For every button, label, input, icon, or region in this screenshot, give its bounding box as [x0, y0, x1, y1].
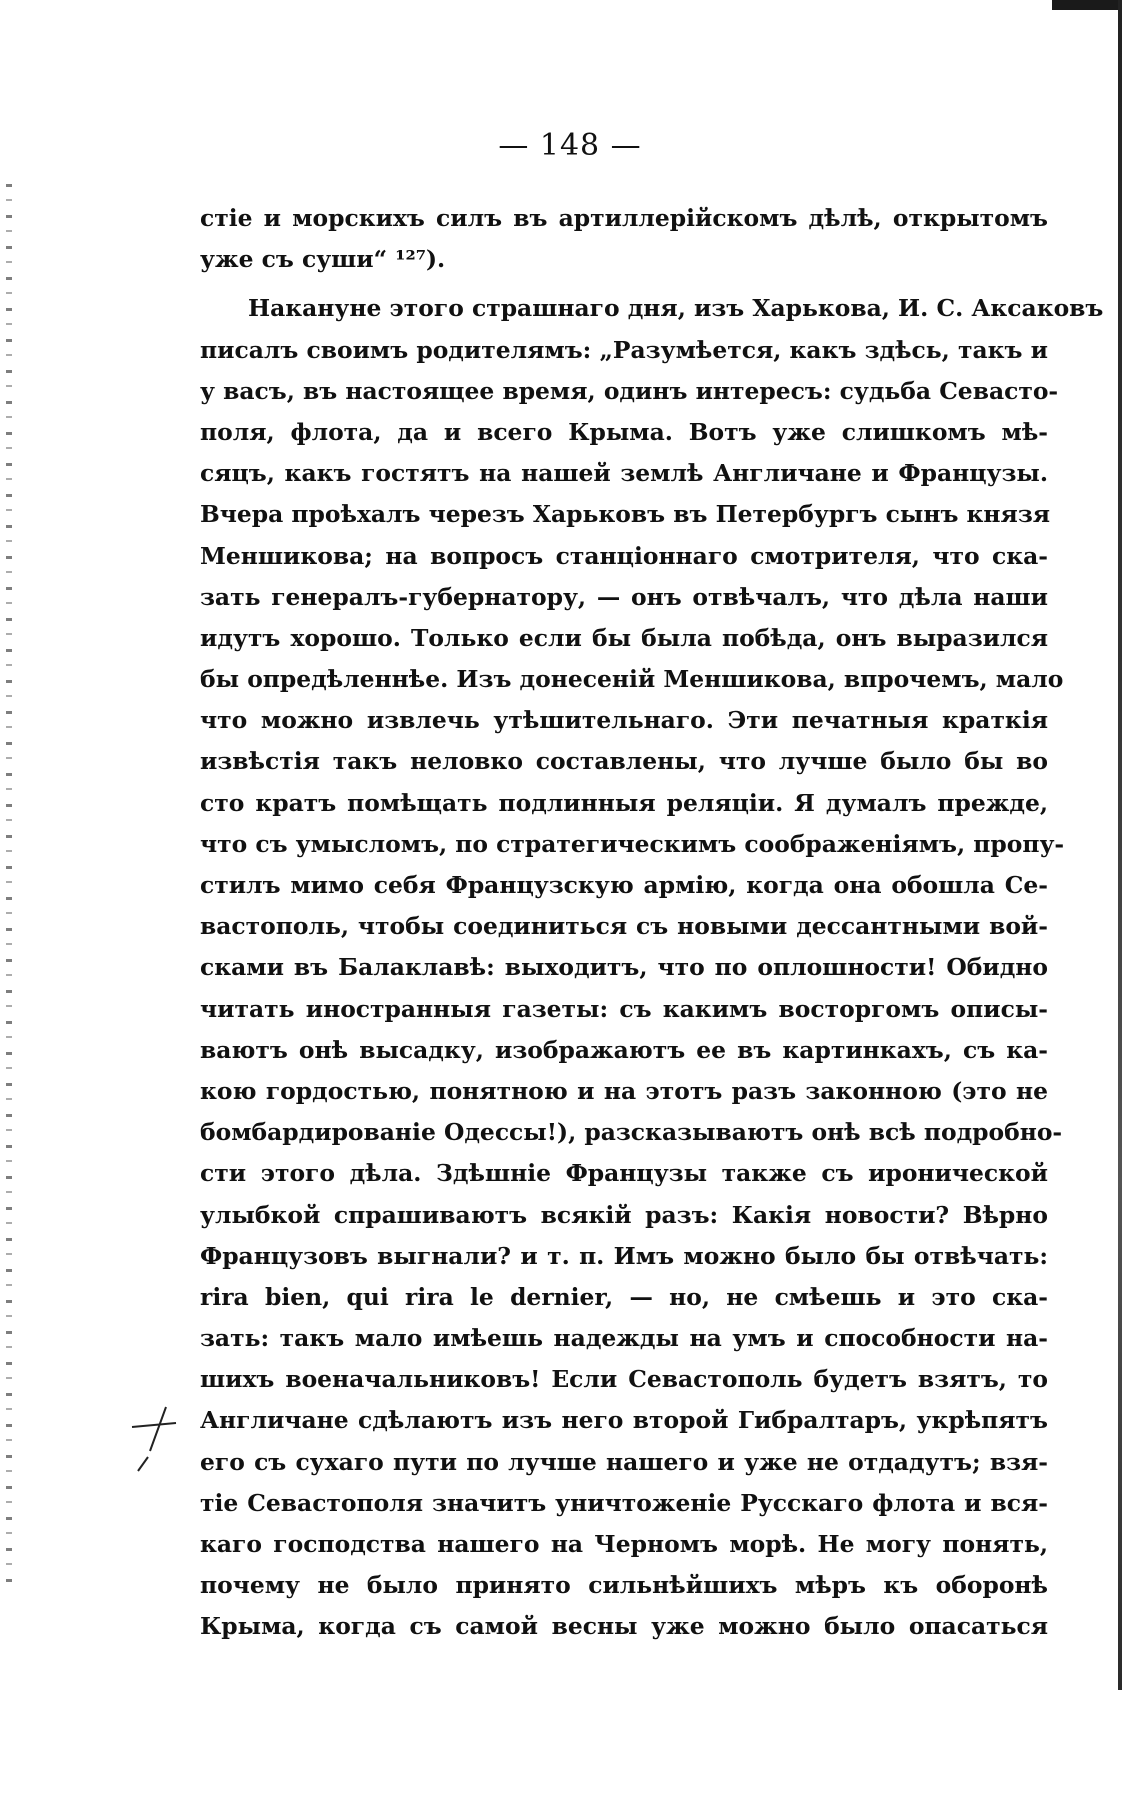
text-line: зать: такъ мало имѣешь надежды на умъ и способности на- [200, 1324, 1048, 1353]
scan-corner-artifact [1052, 0, 1122, 10]
scan-right-edge-artifact [1118, 0, 1122, 1690]
text-line: что съ умысломъ, по стратегическимъ соображеніямъ, пропу- [200, 829, 1065, 858]
text-line: читать иностранныя газеты: съ какимъ восторгомъ описы- [200, 994, 1048, 1023]
text-line: бы опредѣленнѣе. Изъ донесеній Меншикова, впрочемъ, мало [200, 665, 1064, 694]
text-line: сяцъ, какъ гостятъ на нашей землѣ Англичане и Французы. [200, 459, 1048, 488]
text-line: ваютъ онѣ высадку, изображаютъ ее въ картинкахъ, съ ка- [200, 1035, 1048, 1064]
page-number: — 148 — [498, 128, 642, 163]
text-line: бомбардированіе Одессы!), разсказываютъ онѣ всѣ подробно- [200, 1118, 1063, 1147]
text-line: идутъ хорошо. Только если бы была побѣда, онъ выразился [200, 623, 1048, 652]
text-line: Французовъ выгнали? и т. п. Имъ можно было бы отвѣчать: [200, 1241, 1048, 1270]
text-line: сти этого дѣла. Здѣшніе Французы также съ иронической [200, 1159, 1048, 1188]
text-line: Накануне этого страшнаго дня, изъ Харькова, И. С. Аксаковъ [248, 294, 1104, 323]
text-line: его съ сухаго пути по лучше нашего и уже не отдадутъ; взя- [200, 1447, 1048, 1476]
text-line: уже съ суши“ ¹²⁷). [200, 245, 446, 274]
text-line: у васъ, въ настоящее время, одинъ интересъ: судьба Севасто- [200, 376, 1059, 405]
text-line: поля, флота, да и всего Крыма. Вотъ уже слишкомъ мѣ- [200, 417, 1048, 446]
text-line: Меншикова; на вопросъ станціоннаго смотрителя, что ска- [200, 541, 1048, 570]
text-line: rira bien, qui rira le dernier, — но, не смѣешь и это ска- [200, 1282, 1048, 1311]
scan-left-edge-artifact [6, 170, 12, 1590]
text-line: сто кратъ помѣщать подлинныя реляціи. Я думалъ прежде, [200, 788, 1048, 817]
text-line: Вчера проѣхалъ черезъ Харьковъ въ Петербургъ сынъ князя [200, 500, 1051, 529]
text-line: Англичане сдѣлаютъ изъ него второй Гибралтаръ, укрѣпятъ [200, 1406, 1048, 1435]
text-line: шихъ военачальниковъ! Если Севастополь будетъ взятъ, то [200, 1365, 1048, 1394]
text-line: зать генералъ-губернатору, — онъ отвѣчалъ, что дѣла наши [200, 582, 1048, 611]
text-line: стилъ мимо себя Французскую армію, когда она обошла Се- [200, 871, 1048, 899]
text-line: извѣстія такъ неловко составлены, что лучше было бы во [200, 747, 1048, 776]
text-line: стіе и морскихъ силъ въ артиллерійскомъ дѣлѣ, открытомъ [200, 204, 1048, 232]
text-line: сками въ Балаклавѣ: выходитъ, что по оплошности! Обидно [200, 953, 1048, 982]
text-line: каго господства нашего на Черномъ морѣ. Не могу понять, [200, 1530, 1048, 1558]
margin-cross-mark-icon [126, 1405, 186, 1475]
text-line: почему не было принято сильнѣйшихъ мѣръ къ оборонѣ [200, 1571, 1048, 1600]
text-line: вастополь, чтобы соединиться съ новыми дессантными вой- [200, 912, 1048, 941]
text-line: что можно извлечь утѣшительнаго. Эти печатныя краткія [200, 706, 1048, 735]
text-line: писалъ своимъ родителямъ: „Разумѣется, какъ здѣсь, такъ и [200, 335, 1048, 364]
text-line: кою гордостью, понятною и на этотъ разъ законною (это не [200, 1076, 1048, 1105]
text-line: улыбкой спрашиваютъ всякій разъ: Какія новости? Вѣрно [200, 1200, 1048, 1229]
text-line: Крыма, когда съ самой весны уже можно было опасаться [200, 1612, 1048, 1641]
body-text [200, 198, 1104, 1648]
text-line: тіе Севастополя значитъ уничтоженіе Русскаго флота и вся- [200, 1488, 1048, 1517]
